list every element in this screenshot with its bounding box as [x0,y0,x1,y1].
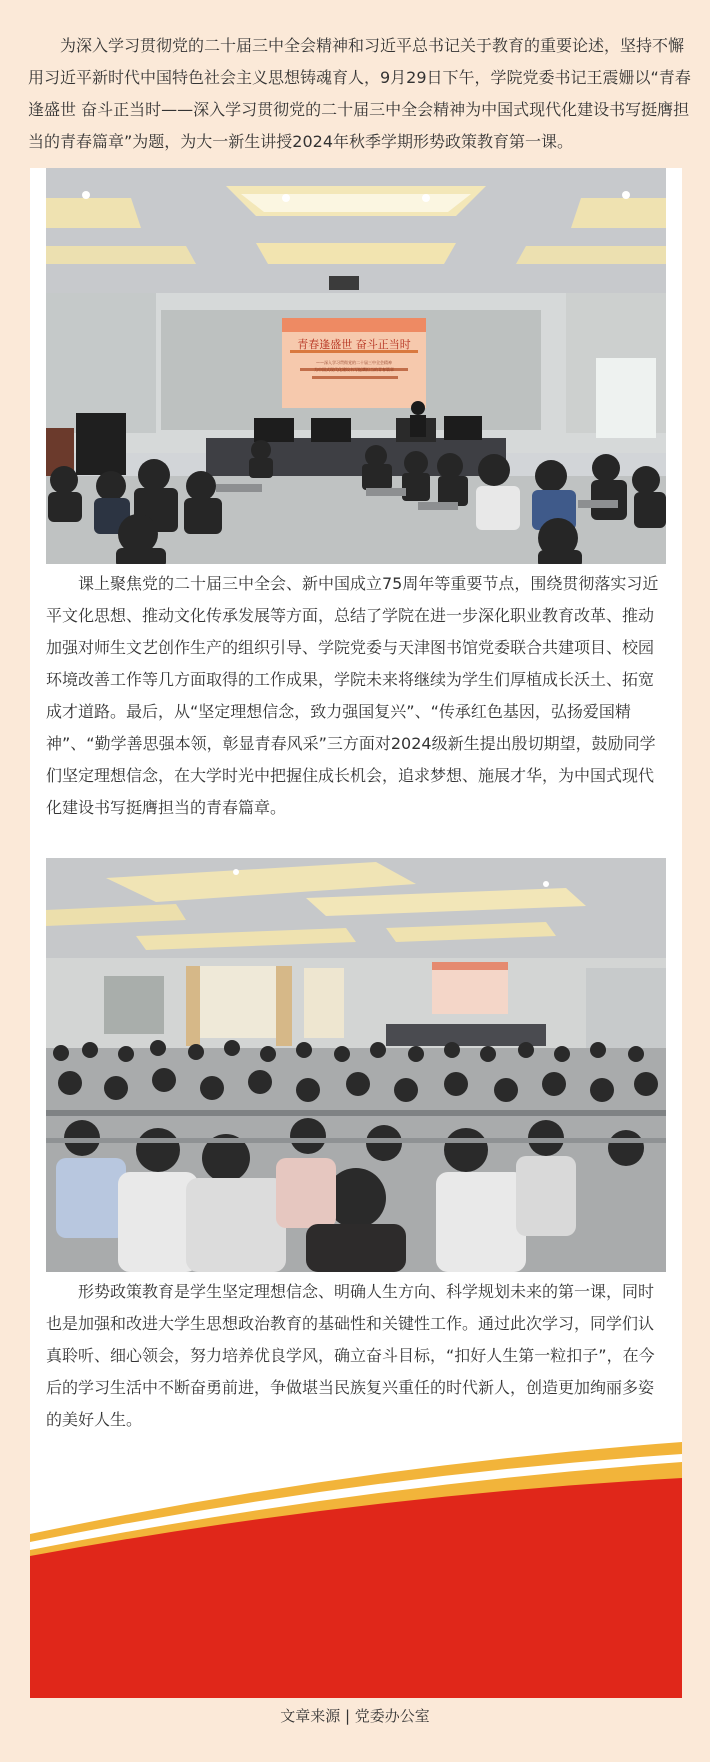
lecture-photo-1-slide [282,318,426,408]
article-source: 文章来源 | 党委办公室 [280,1707,430,1725]
article-paragraph-2: 课上聚焦党的二十届三中全会、新中国成立75周年等重要节点，围绕贯彻落实习近平文化思想、推动文化传承发展等方面，总结了学院在进一步深化职业教育改革、推动加强对师生文艺创作生产的组织引导、学院党委与天津图书馆党委联合共建项目、校园环境改善工作等几方面取得的工作成果，学院未来将继续为学生们厚植成长沃土、拓宽成才道路。最后，从“坚定理想信念，致力强国复兴”、“传承红色基因，弘扬爱国精神”、“勤学善思强本领，彰显青春风采”三方面对2024级新生提出殷切期望，鼓励同学们坚定理想信念，在大学时光中把握住成长机会，追求梦想、施展才华，为中国式现代化建设书写挺膺担当的青春篇章。 [46,574,659,817]
slide-subtitle-2: 为中国式现代化建设书写挺膺担当的青春篇章 [314,367,394,372]
slide-subtitle-1: ——深入学习贯彻党的二十届三中全会精神 [316,360,392,365]
lecture-photo-2 [46,858,666,1272]
article-paragraph-3: 形势政策教育是学生坚定理想信念、明确人生方向、科学规划未来的第一课，同时也是加强和改进大学生思想政治教育的基础性和关键性工作。通过此次学习，同学们认真聆听、细心领会，努力培养优良学风，确立奋斗目标，“扣好人生第一粒扣子”，在今后的学习生活中不断奋勇前进，争做堪当民族复兴重任的时代新人，创造更加绚丽多姿的美好人生。 [46,1282,655,1429]
intro-paragraph: 为深入学习贯彻党的二十届三中全会精神和习近平总书记关于教育的重要论述，坚持不懈用习近平新时代中国特色社会主义思想铸魂育人，9月29日下午，学院党委书记王震姗以“青春逢盛世 奋斗正当时——深入学习贯彻党的二十届三中全会精神为中国式现代化建设书写挺膺担当的青春篇章”为题，为大一新生讲授2024年秋季学期形势政策教育第一课。 [28,36,691,151]
article-card [30,168,682,1698]
decorative-banner [30,1426,682,1698]
slide-title: 青春逢盛世 奋斗正当时 [297,338,411,351]
